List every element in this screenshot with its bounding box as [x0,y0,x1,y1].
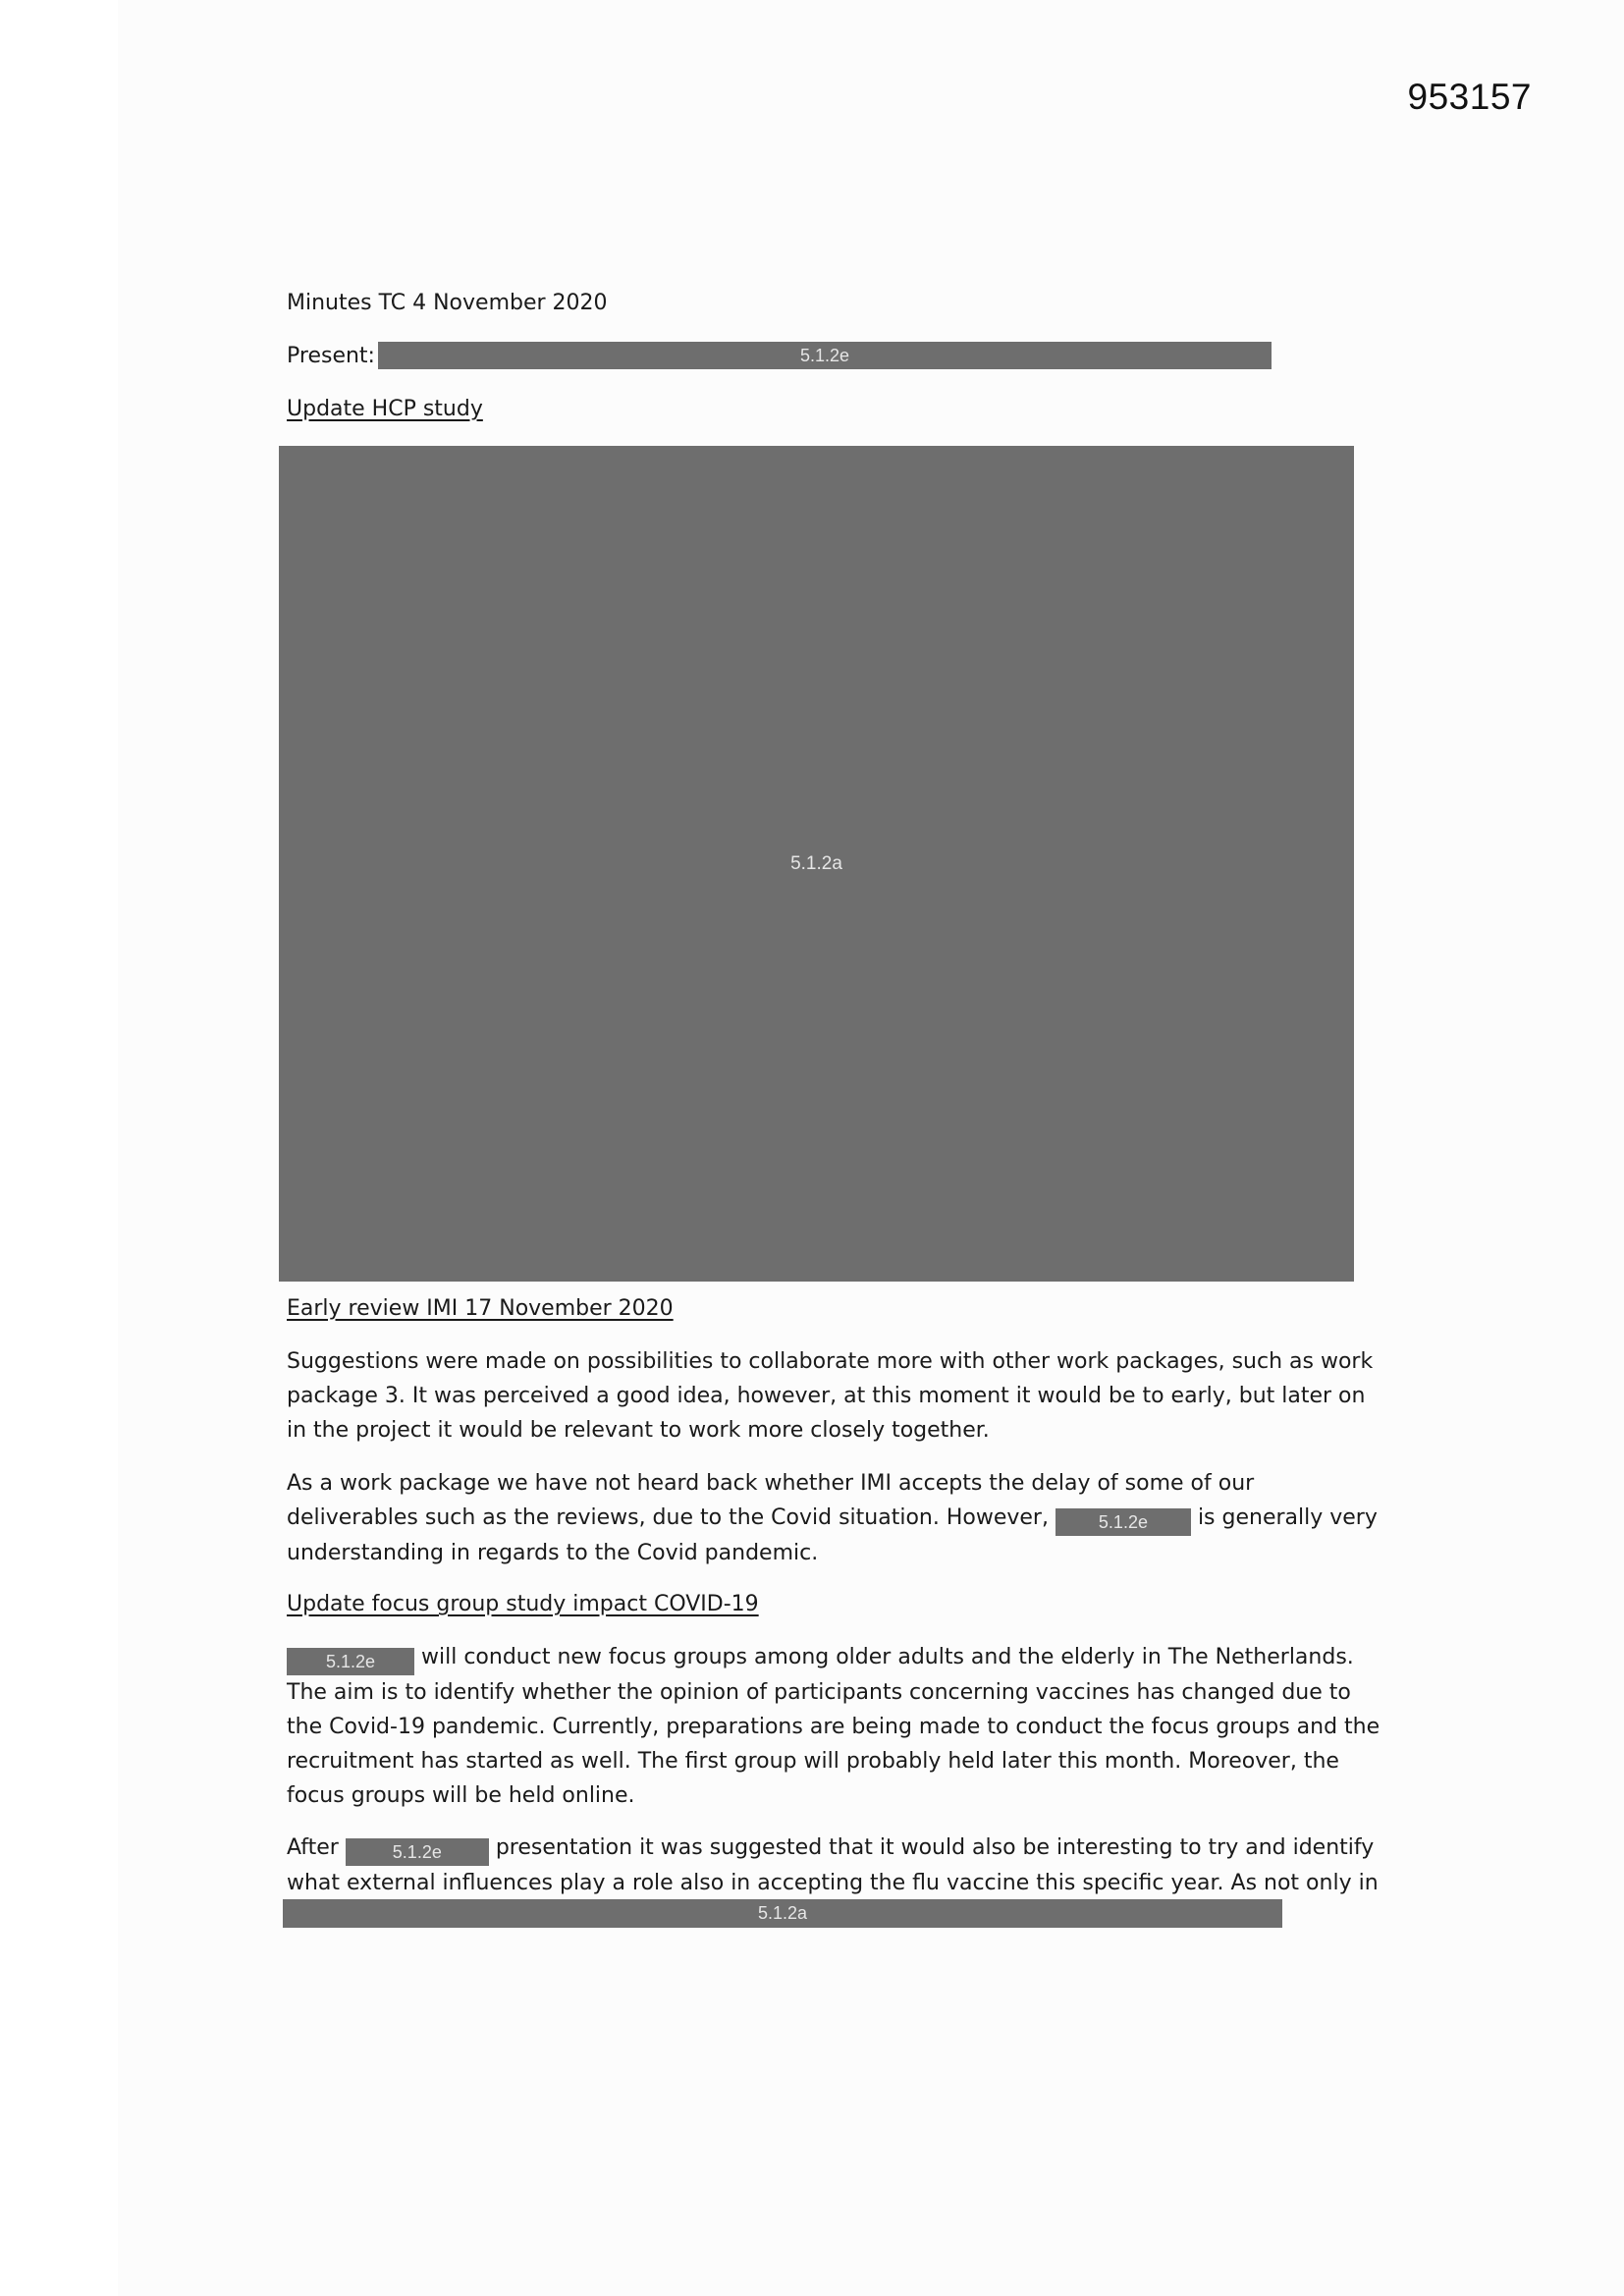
text-line [287,1501,1378,1536]
early-review-paragraph-2 [287,1466,1378,1570]
section-heading-focus-group: Update focus group study impact COVID-19 [287,1592,759,1616]
focus-group-paragraph-2 [287,1831,1379,1900]
inline-redaction: 5.1.2e [287,1648,414,1675]
page-title: Minutes TC 4 November 2020 [287,291,608,315]
hcp-study-redaction: 5.1.2a [279,446,1354,1282]
left-margin [0,0,118,2296]
text-fragment: presentation it was suggested that it would also be interesting to try and identify [488,1835,1375,1860]
text-line [287,1831,1379,1866]
inline-redaction: 5.1.2e [346,1838,489,1866]
text-line: focus groups will be held online. [287,1783,635,1808]
text-fragment: will conduct new focus groups among older adults and the elderly in The Netherlands. [414,1645,1354,1669]
text-line: The aim is to identify whether the opinion of participants concerning vaccines has changed due to [287,1680,1351,1705]
section-heading-early-review: Early review IMI 17 November 2020 [287,1296,674,1321]
text-line: package 3. It was perceived a good idea, however, at this moment it would be to early, but later on [287,1384,1366,1408]
text-line: understanding in regards to the Covid pandemic. [287,1541,819,1565]
text-fragment: deliverables such as the reviews, due to the Covid situation. However, [287,1505,1056,1530]
text-line: the Covid-19 pandemic. Currently, preparations are being made to conduct the focus groups and the [287,1715,1380,1739]
section-heading-hcp: Update HCP study [287,397,483,421]
text-fragment: is generally very [1190,1505,1378,1530]
bottom-redaction: 5.1.2a [283,1899,1282,1928]
text-line: Suggestions were made on possibilities to collaborate more with other work packages, such as work [287,1349,1374,1374]
text-fragment: After [287,1835,346,1860]
present-redaction: 5.1.2e [378,342,1272,369]
text-line: in the project it would be relevant to work more closely together. [287,1418,990,1443]
inline-redaction: 5.1.2e [1056,1508,1191,1536]
text-line [287,1640,1380,1675]
text-line: recruitment has started as well. The first group will probably held later this month. Moreover, the [287,1749,1339,1774]
focus-group-paragraph-1 [287,1640,1380,1813]
text-line: what external influences play a role also in accepting the flu vaccine this specific year. As not only in [287,1871,1379,1895]
early-review-paragraph-1 [287,1344,1373,1448]
present-label: Present: [287,344,375,368]
document-number: 953157 [1407,77,1532,117]
text-line: As a work package we have not heard back whether IMI accepts the delay of some of our [287,1471,1255,1496]
